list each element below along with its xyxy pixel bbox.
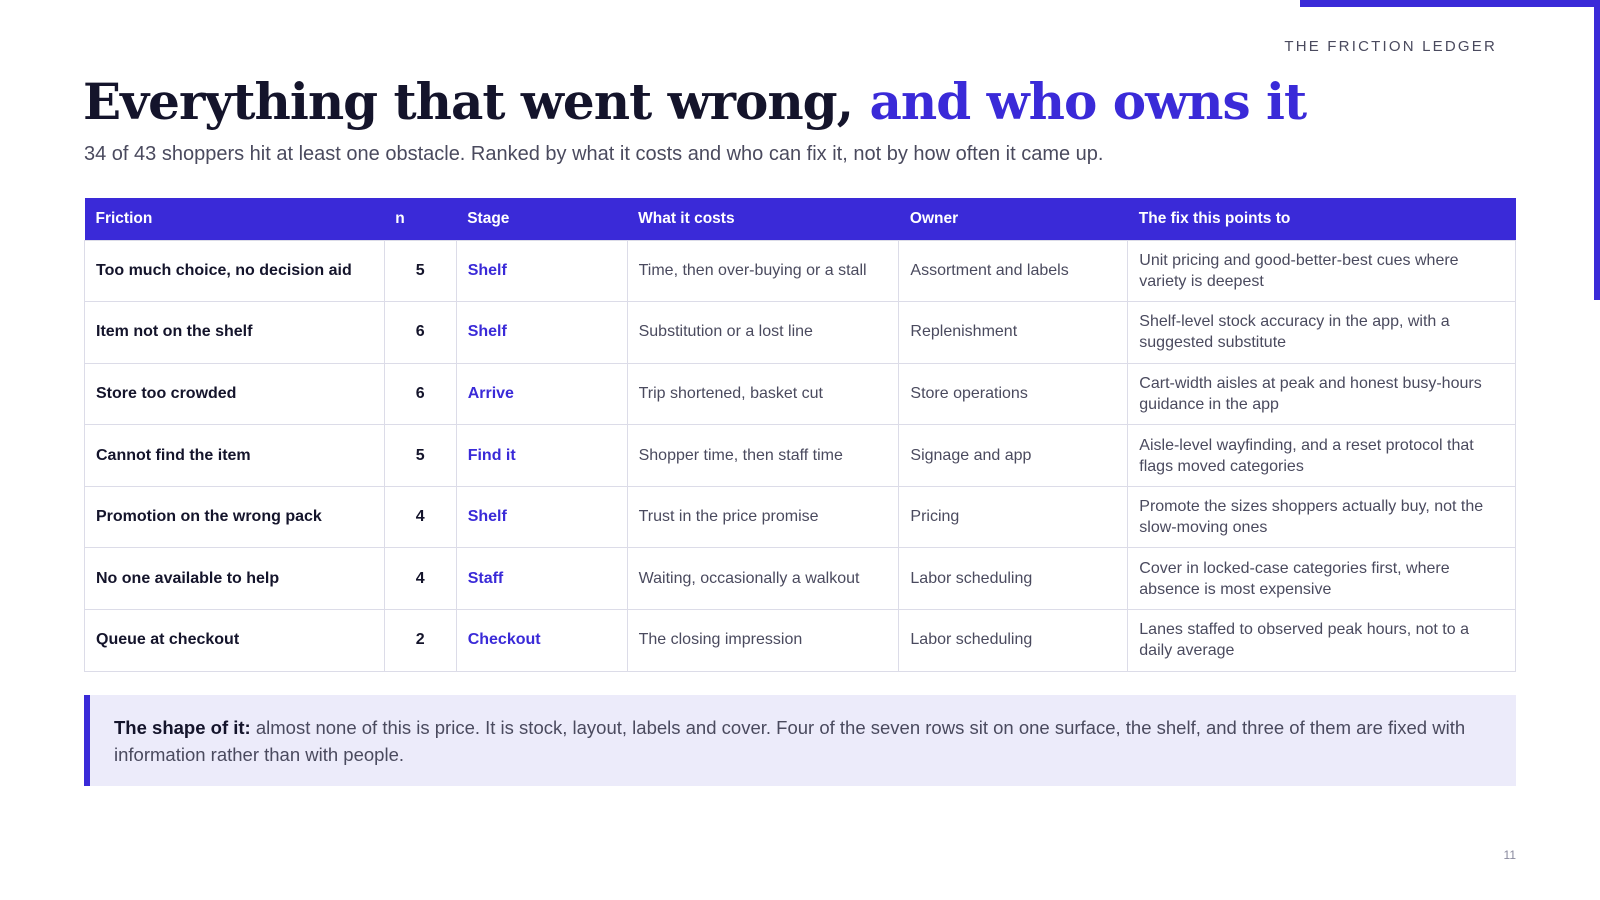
title-accent: and who owns it [869, 72, 1307, 131]
cell-cost: Trip shortened, basket cut [627, 363, 899, 425]
cell-fix: Promote the sizes shoppers actually buy, not the slow-moving ones [1128, 486, 1516, 548]
cell-n: 6 [384, 363, 456, 425]
cell-stage: Arrive [456, 363, 627, 425]
cell-owner: Pricing [899, 486, 1128, 548]
cell-friction: Queue at checkout [85, 610, 385, 672]
cell-stage: Staff [456, 548, 627, 610]
callout-lead: The shape of it: [114, 717, 251, 738]
table-row [85, 610, 1516, 672]
cell-fix: Aisle-level wayfinding, and a reset protocol that flags moved categories [1128, 425, 1516, 487]
cell-stage: Shelf [456, 240, 627, 302]
cell-friction: Promotion on the wrong pack [85, 486, 385, 548]
top-accent-rule [1300, 0, 1600, 7]
cell-n: 4 [384, 548, 456, 610]
table-row [85, 363, 1516, 425]
cell-friction: Store too crowded [85, 363, 385, 425]
cell-owner: Assortment and labels [899, 240, 1128, 302]
column-header-fix: The fix this points to [1128, 198, 1516, 240]
cell-friction: No one available to help [85, 548, 385, 610]
column-header-n: n [384, 198, 456, 240]
cell-cost: Time, then over-buying or a stall [627, 240, 899, 302]
cell-fix: Lanes staffed to observed peak hours, not to a daily average [1128, 610, 1516, 672]
table-row [85, 425, 1516, 487]
side-accent-rule [1594, 0, 1600, 300]
table-row [85, 302, 1516, 364]
cell-cost: Waiting, occasionally a walkout [627, 548, 899, 610]
page-title [83, 72, 1306, 131]
table-row [85, 240, 1516, 302]
cell-stage: Shelf [456, 302, 627, 364]
cell-n: 2 [384, 610, 456, 672]
cell-cost: The closing impression [627, 610, 899, 672]
cell-fix: Shelf-level stock accuracy in the app, with a suggested substitute [1128, 302, 1516, 364]
cell-fix: Cart-width aisles at peak and honest busy-hours guidance in the app [1128, 363, 1516, 425]
cell-n: 5 [384, 240, 456, 302]
table-header [85, 198, 1516, 240]
section-kicker: THE FRICTION LEDGER [1284, 38, 1497, 55]
cell-owner: Store operations [899, 363, 1128, 425]
column-header-cost: What it costs [627, 198, 899, 240]
cell-fix: Unit pricing and good-better-best cues where variety is deepest [1128, 240, 1516, 302]
title-main: Everything that went wrong, [83, 72, 854, 131]
table-row [85, 486, 1516, 548]
column-header-owner: Owner [899, 198, 1128, 240]
table-body [85, 240, 1516, 671]
cell-friction: Cannot find the item [85, 425, 385, 487]
cell-stage: Find it [456, 425, 627, 487]
cell-owner: Replenishment [899, 302, 1128, 364]
cell-owner: Labor scheduling [899, 610, 1128, 672]
cell-stage: Shelf [456, 486, 627, 548]
cell-n: 6 [384, 302, 456, 364]
cell-cost: Substitution or a lost line [627, 302, 899, 364]
cell-n: 5 [384, 425, 456, 487]
cell-n: 4 [384, 486, 456, 548]
page-number: 11 [1503, 848, 1516, 862]
callout-body: almost none of this is price. It is stock, layout, labels and cover. Four of the seven rows sit on one surface, the shelf, and three of them are fixed with information rather than with people. [114, 717, 1466, 765]
cell-owner: Labor scheduling [899, 548, 1128, 610]
column-header-stage: Stage [456, 198, 627, 240]
cell-friction: Item not on the shelf [85, 302, 385, 364]
column-header-friction: Friction [85, 198, 385, 240]
table-row [85, 548, 1516, 610]
page-subtitle: 34 of 43 shoppers hit at least one obstacle. Ranked by what it costs and who can fix it, not by how often it came up. [84, 143, 1104, 165]
friction-ledger-table [84, 198, 1516, 672]
cell-cost: Trust in the price promise [627, 486, 899, 548]
header-row [85, 198, 1516, 240]
summary-callout [84, 695, 1516, 786]
cell-owner: Signage and app [899, 425, 1128, 487]
cell-friction: Too much choice, no decision aid [85, 240, 385, 302]
cell-stage: Checkout [456, 610, 627, 672]
cell-fix: Cover in locked-case categories first, where absence is most expensive [1128, 548, 1516, 610]
cell-cost: Shopper time, then staff time [627, 425, 899, 487]
